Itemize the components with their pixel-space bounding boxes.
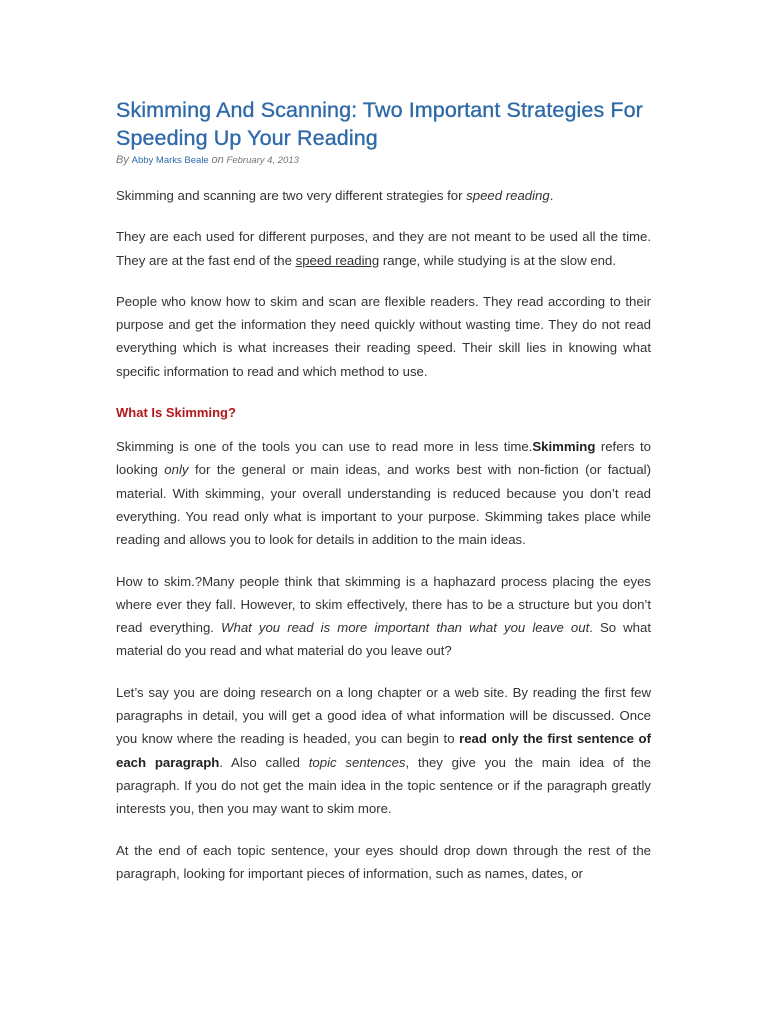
text-run: Let’s say you are doing research on a long chapter or a web site. By reading the first few paragraphs in detail, you will get a good idea of what information will be discussed. Once you know where the reading is headed, you can begin to [116,684,651,747]
text-run: for the general or main ideas, and works best with non-fiction (or factual) material. With skimming, your overall understanding is reduced because you don’t read everything. You read only what is important to your purpose. Skimming takes place while reading and allows you to look for details in addition to the main ideas. [116,462,651,548]
emphasis-topic-sentences: topic sentences [308,754,406,770]
bold-skimming: Skimming [532,439,596,455]
section-heading-skimming: What Is Skimming? [116,405,236,421]
text-run: , they give you the main idea of the paragraph. If you do not get the main idea in the topic sentence or if the paragraph greatly interests you, then you may want to skim more. [116,754,652,817]
text-run: Skimming is one of the tools you can use to read more in less time. [116,439,533,455]
bold-first-sentence: read only the first sentence of each paragraph [116,731,651,770]
emphasis-only: only [164,462,189,478]
text-run: . So what material do you read and what material do you leave out? [116,620,652,659]
paragraph-purposes [116,225,651,272]
paragraph-skimming-definition [116,435,651,551]
byline [116,153,651,168]
text-run: . Also called [219,754,309,770]
paragraph-topic-sentence-end: At the end of each topic sentence, your eyes should drop down through the rest of the paragraph, looking for important pieces of information, such as names, dates, or [116,842,651,881]
article-title: Skimming And Scanning: Two Important Strategies For Speeding Up Your Reading [116,98,643,150]
speed-reading-link[interactable]: speed reading [295,252,380,268]
author-link[interactable]: Abby Marks Beale [131,155,209,166]
byline-by: By [116,154,129,166]
text-run: . [549,188,554,203]
text-run: Skimming and scanning are two very different strategies for [116,188,467,203]
text-run: refers to looking [116,439,651,478]
text-run: How to skim.?Many people think that skimming is a haphazard process placing the eyes where ever they fall. However, to skim effectively, there has to be a structure but you don’t read everything. [116,573,651,636]
paragraph-how-to-skim [116,570,651,663]
article [116,96,651,885]
paragraph-research-example [116,681,651,821]
emphasis-speed-reading: speed reading [466,188,550,203]
publish-date: February 4, 2013 [226,155,299,166]
emphasis-what-you-read: What you read is more important than what you leave out [221,620,590,636]
text-run: range, while studying is at the slow end. [379,252,616,268]
paragraph-flexible-readers: People who know how to skim and scan are flexible readers. They read according to their purpose and get the information they need quickly without wasting time. They do not read everything which is what increases their reading speed. Their skill lies in knowing what specific information to read and which method to use. [116,293,651,379]
paragraph-intro [116,184,651,207]
text-run: They are each used for different purposes, and they are not meant to be used all the time. They are at the fast end of the [116,229,651,268]
byline-on: on [211,154,224,166]
